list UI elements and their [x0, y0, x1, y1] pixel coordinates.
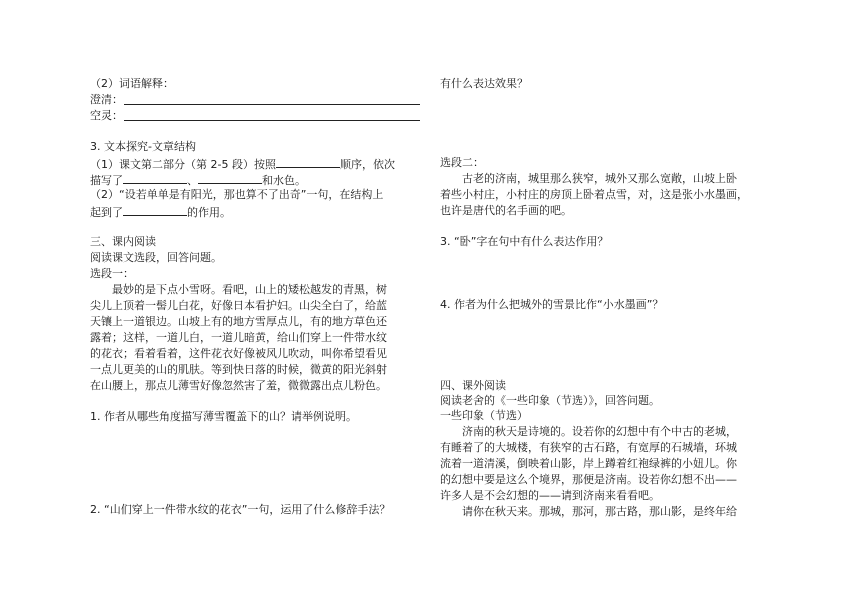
article-line: 许多人是不会幻想的——请到济南来看看吧。 — [440, 489, 660, 502]
article-line: 济南的秋天是诗境的。设若你的幻想中有个中古的老城， — [462, 425, 737, 438]
blank-scene-1[interactable] — [123, 172, 187, 184]
question-1: 1. 作者从哪些角度描写薄雪覆盖下的山？请举例说明。 — [90, 410, 357, 423]
q3-2-text-b: 起到了 — [90, 206, 123, 219]
q3-2-text-c: 的作用。 — [187, 206, 231, 219]
article-line: 流着一道清溪，倒映着山影，岸上蹲着红袍绿裤的小妞儿。你 — [440, 457, 737, 470]
q3-1-text-c: 描写了 — [90, 174, 123, 187]
article-title: 一些印象（节选） — [440, 409, 528, 422]
excerpt1-line: 天镶上一道银边。山坡上有的地方雪厚点儿，有的地方草色还 — [90, 315, 387, 328]
answer-line-kongling[interactable] — [124, 120, 420, 121]
excerpt2-line: 古老的济南，城里那么狭窄，城外又那么宽敞，山坡上卧 — [462, 172, 737, 185]
excerpt2-line: 着些小村庄，小村庄的房顶上卧着点雪，对，这是张小水墨画， — [440, 188, 748, 201]
question-3: 3. “卧”字在句中有什么表达作用？ — [440, 235, 609, 248]
q3-1-line2 — [90, 172, 306, 188]
article-line: 的幻想中要是这么个境界，那便是济南。设若你幻想不出—— — [440, 473, 737, 486]
q3-1-text-e: 和水色。 — [262, 174, 306, 187]
blank-order[interactable] — [276, 156, 340, 168]
section3-intro: 阅读课文选段，回答问题。 — [90, 251, 222, 264]
article-line: 请你在秋天来。那城，那河，那古路，那山影，是终年给 — [462, 505, 737, 518]
excerpt1-line: 尖儿上顶着一髻儿白花，好像日本看护妇。山尖全白了，给蓝 — [90, 299, 387, 312]
excerpt2-line: 也许是唐代的名手画的吧。 — [440, 204, 572, 217]
vocab-heading: （2）词语解释： — [90, 77, 174, 90]
term-kongling: 空灵： — [90, 109, 123, 122]
blank-function[interactable] — [123, 204, 187, 216]
q3-2-line1: （2）“设若单单是有阳光，那也算不了出奇”一句，在结构上 — [90, 188, 384, 201]
q3-1-text-b: 顺序，依次 — [339, 158, 395, 171]
excerpt1-line: 一点儿更美的山的肌肤。等到快日落的时候，微黄的阳光斜射 — [90, 363, 387, 376]
excerpt1-line: 的花衣；看着看着，这件花衣好像被风儿吹动，叫你希望看见 — [90, 347, 387, 360]
answer-line-chengqing[interactable] — [124, 104, 420, 105]
q3-2-line2 — [90, 204, 231, 220]
q3-heading: 3. 文本探究-文章结构 — [90, 140, 196, 153]
section3-heading: 三、课内阅读 — [90, 235, 156, 248]
excerpt1-line: 露着；这样，一道儿白，一道儿暗黄，给山们穿上一件带水纹 — [90, 331, 387, 344]
question-4: 4. 作者为什么把城外的雪景比作“小水墨画”？ — [440, 298, 664, 311]
excerpt1-line: 最妙的是下点小雪呀。看吧，山上的矮松越发的青黑，树 — [112, 283, 387, 296]
excerpt1-line: 在山腰上，那点儿薄雪好像忽然害了羞，微微露出点儿粉色。 — [90, 379, 387, 392]
article-line: 有睡着了的大城楼，有狭窄的古石路，有宽厚的石城墙，环城 — [440, 441, 737, 454]
q3-1-text-d: 、 — [187, 174, 198, 187]
section4-heading: 四、课外阅读 — [440, 379, 506, 392]
blank-scene-2[interactable] — [198, 172, 262, 184]
question-2-continued: 有什么表达效果？ — [440, 77, 528, 90]
q3-1-text-a: （1）课文第二部分（第 2-5 段）按照 — [90, 158, 276, 171]
section4-intro: 阅读老舍的《一些印象（节选）》，回答问题。 — [440, 394, 660, 407]
term-chengqing: 澄清： — [90, 93, 123, 106]
excerpt2-label: 选段二： — [440, 156, 484, 169]
question-2: 2. “山们穿上一件带水纹的花衣”一句，运用了什么修辞手法？ — [90, 503, 391, 516]
excerpt1-label: 选段一： — [90, 267, 134, 280]
q3-1-line1 — [90, 156, 395, 172]
